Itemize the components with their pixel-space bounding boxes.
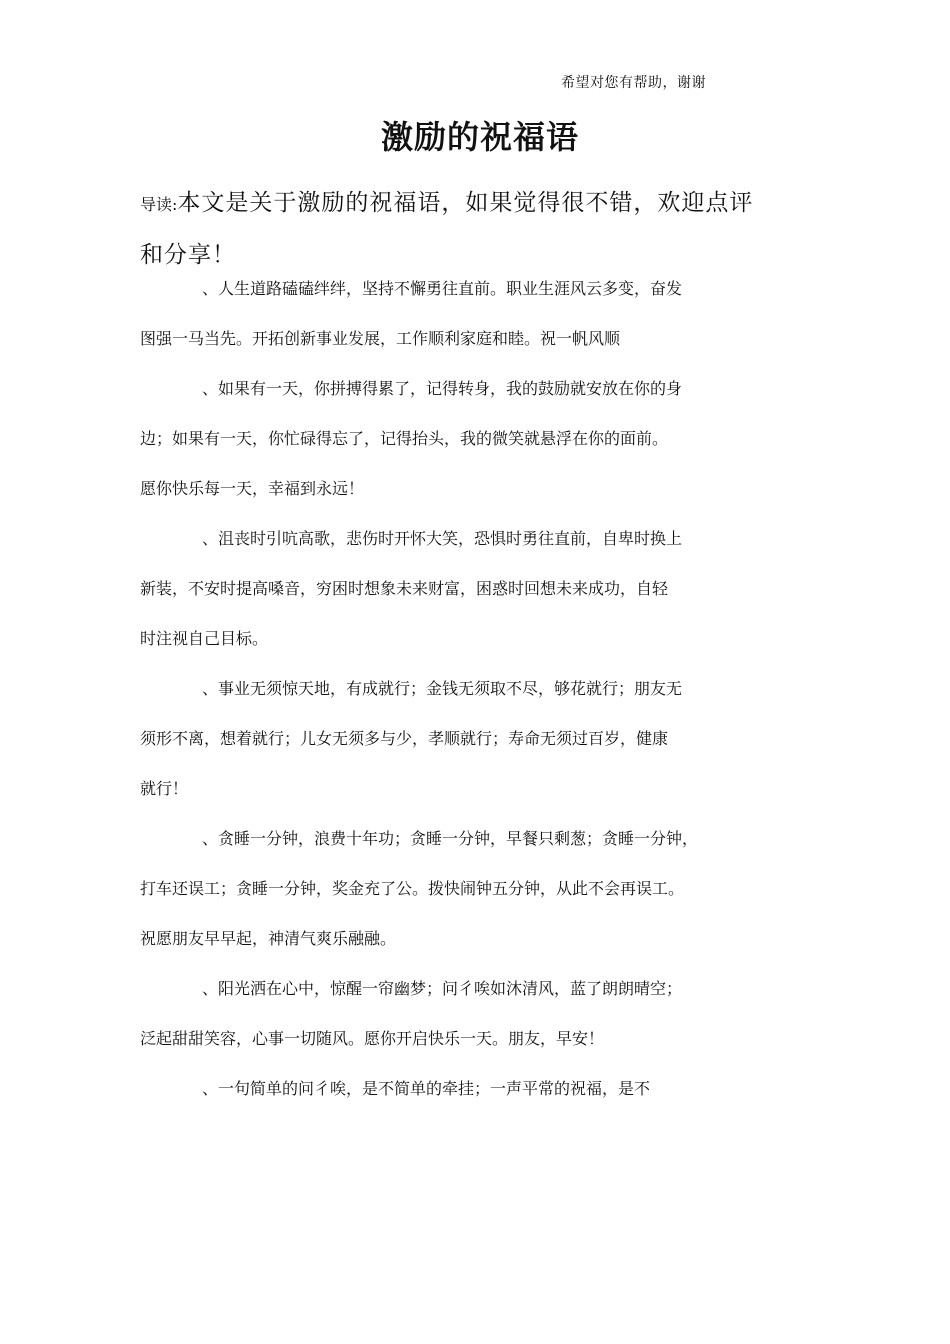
intro-line: 和分享！ [140,242,236,268]
paragraph-6 [140,976,830,1076]
paragraph-line: 泛起甜甜笑容，心事一切随风。愿你开启快乐一天。朋友，早安！ [140,1029,605,1048]
paragraph-line: 新装，不安时提高嗓音，穷困时想象未来财富，困惑时回想未来成功，自轻 [140,579,669,598]
paragraph-line: 就行！ [140,779,189,798]
paragraph-line: 、如果有一天，你拼搏得累了，记得转身，我的鼓励就安放在你的身 [202,379,683,398]
paragraph-2 [140,376,830,526]
paragraph-line: 时注视自己目标。 [140,629,269,648]
paragraph-line: 祝愿朋友早早起，神清气爽乐融融。 [140,929,397,948]
paragraph-line: 、贪睡一分钟，浪费十年功；贪睡一分钟，早餐只剩葱；贪睡一分钟， [202,829,699,848]
intro-label: 导读: [140,195,178,214]
header-note: 希望对您有帮助，谢谢 [561,75,706,91]
paragraph-line: 须形不离，想着就行；儿女无须多与少，孝顺就行；寿命无须过百岁，健康 [140,729,669,748]
document-title: 激励的祝福语 [380,118,579,156]
paragraph-7 [140,1076,830,1126]
paragraph-1 [140,276,830,376]
paragraph-line: 、一句简单的问彳唉，是不简单的牵挂；一声平常的祝福，是不 [202,1079,651,1098]
paragraph-line: 、沮丧时引吭高歌，悲伤时开怀大笑，恐惧时勇往直前，自卑时换上 [202,529,683,548]
body-text [140,276,830,1126]
paragraph-line: 边；如果有一天，你忙碌得忘了，记得抬头，我的微笑就悬浮在你的面前。 [140,429,669,448]
paragraph-4 [140,676,830,826]
paragraph-line: 图强一马当先。开拓创新事业发展，工作顺利家庭和睦。祝一帆风顺 [140,329,621,348]
paragraph-line: 、人生道路磕磕绊绊，坚持不懈勇往直前。职业生涯风云多变，奋发 [202,279,683,298]
paragraph-line: 愿你快乐每一天，幸福到永远！ [140,479,365,498]
intro-line: 本文是关于激励的祝福语，如果觉得很不错，欢迎点评 [177,190,754,216]
paragraph-line: 、阳光洒在心中，惊醒一帘幽梦；问彳唉如沐清风，蓝了朗朗晴空； [202,979,683,998]
paragraph-line: 打车还误工；贪睡一分钟，奖金充了公。拨快闹钟五分钟，从此不会再误工。 [140,879,685,898]
paragraph-5 [140,826,830,976]
paragraph-line: 、事业无须惊天地，有成就行；金钱无须取不尽，够花就行；朋友无 [202,679,683,698]
intro-block [140,178,820,280]
paragraph-3 [140,526,830,676]
